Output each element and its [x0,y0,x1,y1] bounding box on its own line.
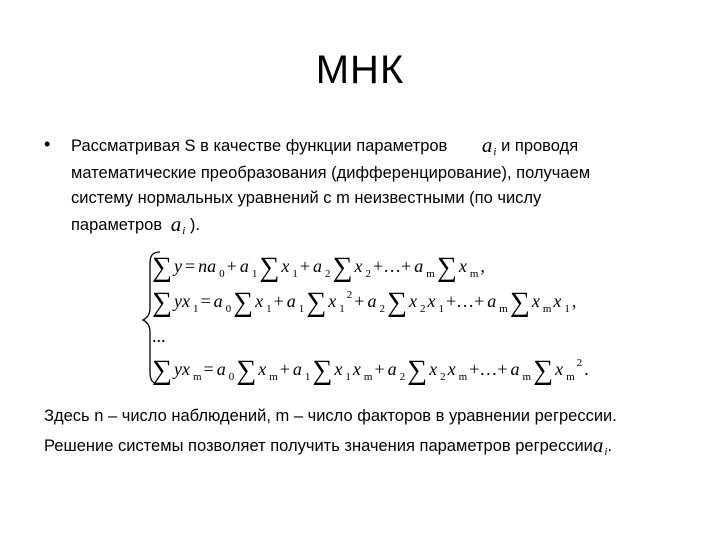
sum-sign: ∑ [152,252,172,283]
equation-term: + [374,359,385,379]
subscript: 1 [564,303,570,315]
param-symbol-a: a [481,133,493,157]
equation-term: = [200,291,211,311]
bullet-text-part-2: и проводя [501,137,579,155]
equation-term: x [258,359,267,379]
equation-term: y [174,256,182,276]
subscript: 0 [228,371,235,383]
superscript: 2 [576,357,583,369]
sum-sign: ∑ [306,287,327,318]
subscript: 0 [219,268,225,280]
equation-term: x [427,291,436,311]
subscript: 2 [324,268,331,280]
subscript: m [542,303,552,315]
equation-term: , [571,291,577,311]
subscript: 1 [345,371,351,383]
subscript: m [192,371,202,383]
sum-sign: ∑ [386,287,407,318]
subscript: m [522,371,532,383]
equation-term: x [408,291,417,311]
equation-term: x [328,291,337,311]
equation-term: + [279,359,290,379]
subscript: 1 [266,303,272,315]
equation-term: x [354,256,363,276]
param-symbol-a-3: a [592,433,604,457]
equation-term: na [198,256,217,276]
sum-sign: ∑ [407,355,428,386]
param-subscript-i-3: i [604,446,608,458]
footer-line-2-text: Решение системы позволяет получить значения параметров регрессии [44,437,593,455]
equation-term: x [458,256,467,276]
equation-term: a [286,291,296,311]
subscript: 2 [440,371,446,383]
subscript: 1 [192,303,199,315]
bullet-text-part-1: Рассматривая S в качестве функции параметров [71,137,448,155]
equation-term: , [480,256,485,276]
equation-term: a [292,359,302,379]
equation-term: + [273,291,284,311]
equation-term: ... [152,326,166,346]
sum-sign: ∑ [436,252,457,283]
equation-term: yx [174,291,190,311]
footer-line-2: Решение системы позволяет получить значения параметров регрессииa$_i$. [44,433,613,458]
subscript: m [426,268,435,280]
equation-term: x [555,359,564,379]
sum-sign: ∑ [332,252,353,283]
system-brace [143,252,160,384]
equation-term: a [213,291,223,311]
equation-term: +…+ [445,291,485,311]
subscript: 1 [304,371,311,383]
subscript: 1 [298,303,305,315]
bullet-text-part-6: ). [189,216,200,234]
bullet-line-4 [71,211,674,240]
subscript: m [269,371,278,383]
slide-title: МНК [315,48,405,92]
subscript: m [499,303,508,315]
superscript: 2 [346,289,353,301]
equation-term: + [354,291,365,311]
equation-term: x [255,291,264,311]
subscript: 2 [399,371,406,383]
equation-term: a [239,256,249,276]
bullet-line-3: систему нормальных уравнений с m неизвестными (по числу [71,189,542,207]
equation-term: a [387,359,397,379]
param-symbol-a-2: a [170,212,182,236]
sum-sign: ∑ [509,287,530,318]
equation-term: x [531,291,540,311]
equation-term: x [352,359,361,379]
bullet-line-1 [71,132,674,161]
subscript: 2 [419,303,426,315]
param-subscript-i-2: i [182,225,186,237]
bullet-text [71,132,674,240]
sum-sign: ∑ [152,355,172,386]
sum-sign: ∑ [233,287,254,318]
equation-term: x [281,256,290,276]
footer-line-1: Здесь n – число наблюдений, m – число факторов в уравнении регрессии. [44,407,617,425]
param-subscript-i: i [493,146,497,158]
subscript: 2 [379,303,385,315]
sum-sign: ∑ [312,355,333,386]
subscript: 1 [251,268,258,280]
subscript: 1 [292,268,298,280]
subscript: m [363,371,373,383]
subscript: 0 [225,303,232,315]
sum-sign: ∑ [236,355,257,386]
equation-term: a [216,359,226,379]
equation-term: yx [174,359,190,379]
equation-term: x [553,291,562,311]
subscript: 2 [365,268,371,280]
equation-term: a [487,291,497,311]
subscript: m [469,268,479,280]
equation-term: = [203,359,214,379]
equation-term: a [414,256,424,276]
equation-term: a [367,291,377,311]
equation-term: a [510,359,520,379]
equation-term: x [447,359,456,379]
sum-sign: ∑ [259,252,280,283]
subscript: 1 [339,303,345,315]
bullet-text-part-5: параметров [71,216,163,234]
equation-term: +…+ [469,359,508,379]
footer-text [44,402,694,462]
equation-term: . [584,359,589,379]
sum-sign: ∑ [533,355,554,386]
equation-term: + [299,256,310,276]
equation-term: = [185,256,196,276]
bullet-line-2: математические преобразования (дифференцирование), получаем [71,164,591,182]
subscript: 1 [438,303,444,315]
equation-term: x [334,359,343,379]
equation-term: x [429,359,438,379]
equation-term: +…+ [372,256,412,276]
subscript: m [566,371,575,383]
bullet-marker: • [44,134,51,154]
equation-term: a [312,256,322,276]
sum-sign: ∑ [152,287,172,318]
subscript: m [458,371,468,383]
equation-term: + [226,256,237,276]
